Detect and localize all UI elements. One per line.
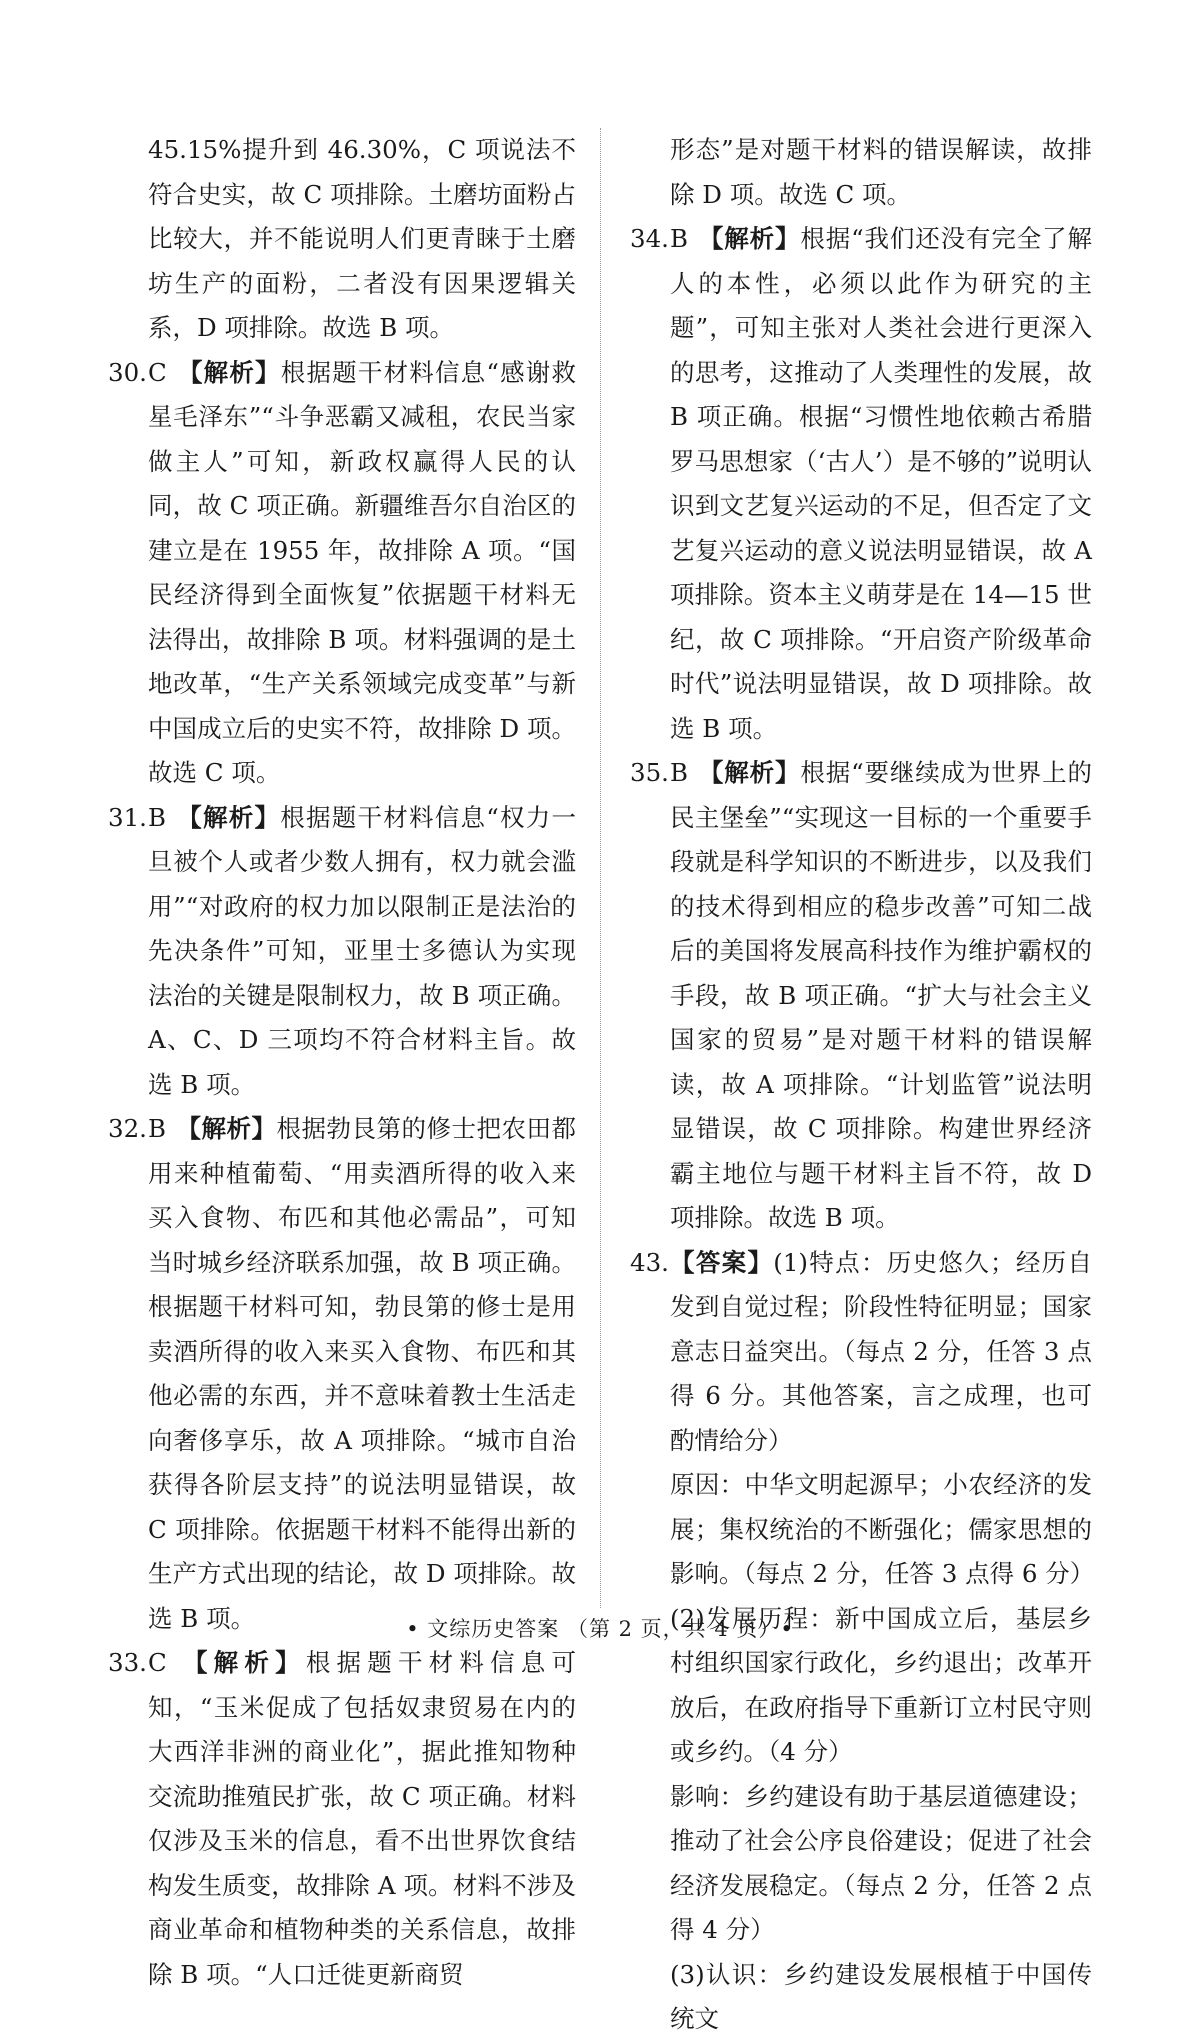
analysis-tag: 【解析】 xyxy=(176,1114,277,1143)
answer-letter: B xyxy=(148,802,167,832)
left-column xyxy=(108,128,576,1997)
answer-letter: C xyxy=(148,357,167,387)
analysis-text: 根据“我们还没有完全了解人的本性，必须以此作为研究的主题”，可知主张对人类社会进行更深入的思考，这推动了人类理性的发展，故 B 项正确。根据“习惯性地依赖古希腊罗马思想家（‘古人’）是不够的”说明认识到文艺复兴运动的不足，但否定了文艺复兴运动的意义说法明显错误，故 A 项排除。资本主义萌芽是在 14—15 世纪，故 C 项排除。“开启资产阶级革命时代”说法明显错误，故 D 项排除。故选 B 项。 xyxy=(670,224,1093,743)
question-number: 43. xyxy=(630,1247,669,1277)
question-number: 35. xyxy=(630,758,669,787)
answer-part-1-reasons: 原因：中华文明起源早；小农经济的发展；集权统治的不断强化；儒家思想的影响。（每点 2 分，任答 3 点得 6 分） xyxy=(670,1470,1095,1588)
question-31 xyxy=(108,796,576,1108)
left-intro-text: 45.15%提升到 46.30%，C 项说法不符合史实，故 C 项排除。土磨坊面粉占比较大，并不能说明人们更青睐于土磨坊生产的面粉，二者没有因果逻辑关系，D 项排除。故选 B 项。 xyxy=(148,135,576,342)
analysis-tag: 【解析】 xyxy=(176,357,281,387)
answer-letter: B xyxy=(148,1114,167,1143)
analysis-tag: 【解析】 xyxy=(176,1648,306,1677)
page-footer: • 文综历史答案 （第 2 页，共 4 页）• xyxy=(406,1617,794,1641)
analysis-text: 根据题干材料信息“感谢救星毛泽东”“斗争恶霸又减租，农民当家做主人”可知，新政权赢得人民的认同，故 C 项正确。新疆维吾尔自治区的建立是在 1955 年，故排除 A 项。“国民经济得到全面恢复”依据题干材料无法得出，故排除 B 项。材料强调的是土地改革，“生产关系领域完成变革”与新中国成立后的史实不符，故排除 D 项。故选 C 项。 xyxy=(148,357,577,787)
answer-part-2-history: (2)发展历程：新中国成立后，基层乡村组织国家行政化，乡约退出；改革开放后，在政府指导下重新订立村民守则或乡约。（4 分） xyxy=(670,1603,1092,1766)
answer-part-2-impact: 影响：乡约建设有助于基层道德建设；推动了社会公序良俗建设；促进了社会经济发展稳定。（每点 2 分，任答 2 点得 4 分） xyxy=(670,1781,1092,1944)
question-number: 32. xyxy=(108,1114,147,1143)
question-30 xyxy=(108,351,576,796)
analysis-tag: 【解析】 xyxy=(698,758,801,787)
answer-letter: C xyxy=(148,1648,167,1677)
analysis-tag: 【解析】 xyxy=(176,802,281,832)
analysis-text: 根据题干材料信息可知，“玉米促成了包括奴隶贸易在内的大西洋非洲的商业化”，据此推知物种交流助推殖民扩张，故 C 项正确。材料仅涉及玉米的信息，看不出世界饮食结构发生质变，故排除 A 项。材料不涉及商业革命和植物种类的关系信息，故排除 B 项。“人口迁徙更新商贸 xyxy=(148,1648,577,1989)
question-number: 34. xyxy=(630,224,669,253)
question-35 xyxy=(630,751,1092,1241)
analysis-text: 根据题干材料信息“权力一旦被个人或者少数人拥有，权力就会滥用”“对政府的权力加以限制正是法治的先决条件”可知，亚里士多德认为实现法治的关键是限制权力，故 B 项正确。A、C、D 三项均不符合材料主旨。故选 B 项。 xyxy=(148,802,577,1099)
question-34 xyxy=(630,217,1092,751)
answer-tag: 【答案】 xyxy=(670,1247,774,1277)
analysis-tag: 【解析】 xyxy=(698,224,801,253)
answer-letter: B xyxy=(670,224,689,253)
right-column xyxy=(630,128,1095,2042)
question-number: 31. xyxy=(108,802,147,832)
answer-part-1-features: (1)特点：历史悠久；经历自发到自觉过程；阶段性特征明显；国家意志日益突出。（每点 2 分，任答 3 点得 6 分。其他答案，言之成理，也可酌情给分） xyxy=(670,1247,1092,1455)
analysis-text: 根据“要继续成为世界上的民主堡垒”“实现这一目标的一个重要手段就是科学知识的不断进步，以及我们的技术得到相应的稳步改善”可知二战后的美国将发展高科技作为维护霸权的手段，故 B 项正确。“扩大与社会主义国家的贸易”是对题干材料的错误解读，故 A 项排除。“计划监管”说法明显错误，故 C 项排除。构建世界经济霸主地位与题干材料主旨不符，故 D 项排除。故选 B 项。 xyxy=(670,758,1093,1232)
answer-letter: B xyxy=(670,758,689,787)
column-divider xyxy=(600,128,601,1608)
question-33 xyxy=(108,1641,576,1997)
answer-part-3-understanding: (3)认识：乡约建设发展根植于中国传统文 xyxy=(670,1959,1092,2033)
analysis-text: 根据勃艮第的修士把农田都用来种植葡萄、“用卖酒所得的收入来买入食物、布匹和其他必需品”，可知当时城乡经济联系加强，故 B 项正确。根据题干材料可知，勃艮第的修士是用卖酒所得的收入来买入食物、布匹和其他必需的东西，并不意味着教士生活走向奢侈享乐，故 A 项排除。“城市自治获得各阶层支持”的说法明显错误，故 C 项排除。依据题干材料不能得出新的生产方式出现的结论，故 D 项排除。故选 B 项。 xyxy=(148,1114,577,1633)
right-continuation-text: 形态”是对题干材料的错误解读，故排除 D 项。故选 C 项。 xyxy=(670,135,1092,209)
question-32 xyxy=(108,1107,576,1641)
question-number: 33. xyxy=(108,1648,147,1677)
question-number: 30. xyxy=(108,357,147,387)
